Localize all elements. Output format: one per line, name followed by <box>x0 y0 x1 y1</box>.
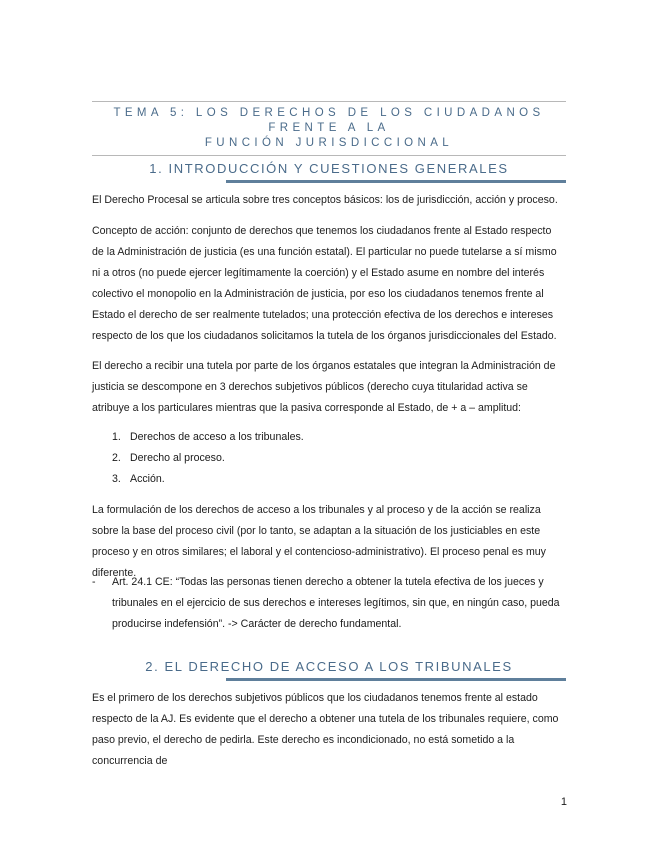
paragraph: La formulación de los derechos de acceso a los tribunales y al proceso y de la acción se realiza sobre la base del proceso civil (por lo tanto, se adaptan a la situación de los justiciables en este proceso y en otros similares; el laboral y el contencioso-administrativo). El proceso penal es muy diferente. <box>92 504 546 579</box>
list-item <box>112 448 552 469</box>
list-item-number: 1. <box>112 431 121 443</box>
title-bottom-rule <box>92 155 566 156</box>
list-item-text: Derechos de acceso a los tribunales. <box>130 431 304 443</box>
title-line-2: FUNCIÓN JURISDICCIONAL <box>204 137 454 149</box>
list-item <box>112 469 552 490</box>
bullet-item <box>92 572 566 635</box>
list-item-text: Derecho al proceso. <box>130 452 225 464</box>
section-2-heading-underline <box>226 678 566 681</box>
bullet-text: Art. 24.1 CE: “Todas las personas tienen derecho a obtener la tutela efectiva de los jueces y tribunales en el ejercicio de sus derechos e intereses legítimos, sin que, en ningún caso, pueda producirse indefensión”. -> Carácter de derecho fundamental. <box>112 576 560 630</box>
paragraph: Es el primero de los derechos subjetivos públicos que los ciudadanos tenemos frente al estado respecto de la AJ. Es evidente que el derecho a obtener una tutela de los tribunales requiere, como paso previo, el derecho de pedirla. Este derecho es incondicionado, no está sometido a la concurrencia de <box>92 692 559 767</box>
title-text <box>92 102 566 155</box>
paragraph: El Derecho Procesal se articula sobre tres conceptos básicos: los de jurisdicción, acción y proceso. <box>92 194 558 206</box>
section-1-heading <box>92 161 566 183</box>
title-line-1: TEMA 5: LOS DERECHOS DE LOS CIUDADANOS FRENTE A LA <box>113 107 545 134</box>
section-2-heading-text: 2. EL DERECHO DE ACCESO A LOS TRIBUNALES <box>145 659 513 674</box>
page-number: 1 <box>560 796 567 808</box>
document-title <box>92 101 566 156</box>
list-item-number: 3. <box>112 473 121 485</box>
bullet-dash: - <box>92 576 96 588</box>
section-1-heading-underline <box>226 180 566 183</box>
paragraph: Concepto de acción: conjunto de derechos que tenemos los ciudadanos frente al Estado respecto de la Administración de justicia (es una función estatal). El particular no puede tutelarse a sí mismo ni a otros (no puede ejercer legítimamente la coerción) y el Estado asume en nombre del interés colectivo el monopolio en la Administración de justicia, por eso los ciudadanos tenemos frente al Estado el derecho de ser realmente tutelados; una protección efectiva de los derechos e intereses respecto de los que los ciudadanos solicitamos la tutela de los órganos jurisdiccionales del Estado. <box>92 225 557 342</box>
list-item-text: Acción. <box>130 473 165 485</box>
section-1-heading-text: 1. INTRODUCCIÓN Y CUESTIONES GENERALES <box>149 161 509 176</box>
list-item-number: 2. <box>112 452 121 464</box>
paragraph: El derecho a recibir una tutela por parte de los órganos estatales que integran la Administración de justicia se descompone en 3 derechos subjetivos públicos (derecho cuya titularidad activa se atribuye a los particulares mientras que la pasiva corresponde al Estado, de + a – amplitud: <box>92 360 556 414</box>
section-2-heading <box>92 659 566 681</box>
numbered-list <box>112 427 552 490</box>
list-item <box>112 427 552 448</box>
